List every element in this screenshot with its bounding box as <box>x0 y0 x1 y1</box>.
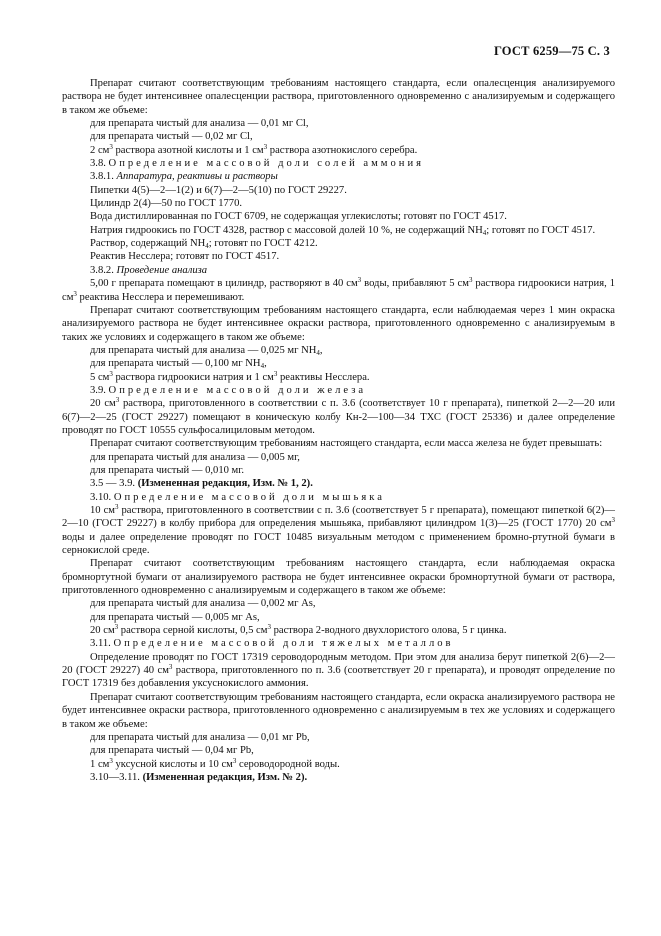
list-item: для препарата чистый — 0,04 мг Pb, <box>90 745 254 757</box>
list-item: Вода дистиллированная по ГОСТ 6709, не содержащая углекислоты; готовят по ГОСТ 4517. <box>90 211 507 223</box>
section-heading-3-9: 3.9. Определение массовой доли железа <box>90 384 367 396</box>
list-item: для препарата чистый для анализа — 0,002 мг As, <box>90 598 316 610</box>
list-item: для препарата чистый — 0,02 мг Cl, <box>90 131 253 143</box>
list-item: для препарата чистый для анализа — 0,01 мг Pb, <box>90 731 310 743</box>
list-item: для препарата чистый для анализа — 0,005 мг, <box>90 451 300 463</box>
paragraph: Препарат считают соответствующим требованиям настоящего стандарта, если наблюдаемая окраска бромнортутной бумаги от анализируемого раствора не будет интенсивнее окраски бромнортутной бумаги от раствора, приготовленного одновременно с анализируемым и содержащего в таком же объеме: <box>62 558 615 597</box>
list-item: для препарата чистый — 0,005 мг As, <box>90 611 260 623</box>
list-item: 5 $см^3$ раствора гидроокиси натрия и 1 $см^3$ реактивы Несслера. <box>90 369 370 383</box>
paragraph: Препарат считают соответствующим требованиям настоящего стандарта, если окраска анализируемого раствора не будет интенсивнее окраски раствора, приготовленного одновременно с анализируемым в тех же условиях и содержащего в таком же объеме: <box>62 691 615 730</box>
list-item: для препарата чистый — 0,010 мг. <box>90 464 245 476</box>
list-item: для препарата чистый для анализа — 0,01 мг Cl, <box>90 118 309 130</box>
paragraph: Препарат считают соответствующим требованиям настоящего стандарта, если наблюдаемая через 1 мин окраска анализируемого раствора не будет интенсивнее окраски раствора, приготовленного одновременно с анализируемым в таких же условиях и содержащего в таком же объеме: <box>62 304 615 343</box>
page-header: ГОСТ 6259—75 С. 3 <box>493 44 610 58</box>
subsection-heading-3-8-2: 3.8.2. Проведение анализа <box>90 264 208 276</box>
paragraph: Препарат считают соответствующим требованиям настоящего стандарта, если масса железа не будет превышать: <box>90 438 603 450</box>
list-item: Цилиндр 2(4)—50 по ГОСТ 1770. <box>90 198 243 210</box>
amendment-note: 3.10—3.11. (Измененная редакция, Изм. № 2). <box>90 771 308 783</box>
list-item: для препарата чистый — 0,100 мг $NH_4$, <box>90 358 267 371</box>
list-item: Реактив Несслера; готовят по ГОСТ 4517. <box>90 251 280 263</box>
paragraph-chloride-criterion: Препарат считают соответствующим требованиям настоящего стандарта, если опалесценция анализируемого раствора не будет интенсивнее опалесценции раствора, приготовленного одновременно с анализируемым и содержащего в таком же объеме: <box>62 78 615 116</box>
paragraph: 20 $см^3$ раствора, приготовленного в соответствии с п. 3.6 (соответствует 10 г препарата), пипеткой 2—2—20 или 6(7)—2—25 (ГОСТ 29227) помещают в коническую колбу Кн-2—100—34 ТХС (ГОСТ 25336) и далее определение проводят по ГОСТ 10555 сульфосалициловым методом. <box>62 396 615 436</box>
list-item: 2 $см^3$ раствора азотной кислоты и 1 $см^3$ раствора азотнокислого серебра. <box>90 142 418 156</box>
section-heading-3-10: 3.10. Определение массовой доли мышьяка <box>90 491 385 503</box>
list-item: Пипетки 4(5)—2—1(2) и 6(7)—2—5(10) по ГОСТ 29227. <box>90 184 347 196</box>
paragraph: Определение проводят по ГОСТ 17319 сероводородным методом. При этом для анализа берут пипеткой 2(6)—2—20 (ГОСТ 29227) 40 $см^3$ раствора, приготовленного по п. 3.6 (соответствует 20 г препарата), и проводят определение по ГОСТ 17319 без добавления уксуснокислого аммония. <box>62 651 616 690</box>
section-heading-3-11: 3.11. Определение массовой доли тяжелых металлов <box>90 638 454 650</box>
list-item: 1 $см^3$ уксусной кислоты и 10 $см^3$ сероводородной воды. <box>90 756 340 770</box>
subsection-heading-3-8-1: 3.8.1. Аппаратура, реактивы и растворы <box>90 171 278 183</box>
paragraph: Натрия гидроокись по ГОСТ 4328, раствор с массовой долей 10 %, не содержащий $NH_4$; готовят по ГОСТ 4517. <box>90 224 596 237</box>
list-item: 20 $см^3$ раствора серной кислоты, 0,5 $см^3$ раствора 2-водного двухлористого олова, 5 г цинка. <box>90 623 507 637</box>
list-item: для препарата чистый для анализа — 0,025 мг $NH_4$, <box>90 344 323 357</box>
paragraph: 5,00 г препарата помещают в цилиндр, растворяют в 40 $см^3$ воды, прибавляют 5 $см^3$ раствора гидроокиси натрия, 1 $см^3$ реактива Несслера и перемешивают. <box>62 276 616 303</box>
list-item: Раствор, содержащий $NH_4$; готовят по ГОСТ 4212. <box>90 238 318 251</box>
section-heading-3-8: 3.8. Определение массовой доли солей аммония <box>90 158 425 170</box>
amendment-note: 3.5 — 3.9. (Измененная редакция, Изм. № 1, 2). <box>90 478 313 490</box>
document-body <box>62 77 615 784</box>
paragraph: 10 $см^3$ раствора, приготовленного в соответствии с п. 3.6 (соответствует 5 г препарата), помещают пипеткой 6(2)—2—10 (ГОСТ 29227) в колбу прибора для определения мышьяка, прибавляют цилиндром 1(3)—25 (ГОСТ 1770) 20 $см^3$ воды и далее определение проводят по ГОСТ 10485 визуальным методом с применением бромно-ртутной бумаги в сернокислой среде. <box>62 503 615 557</box>
